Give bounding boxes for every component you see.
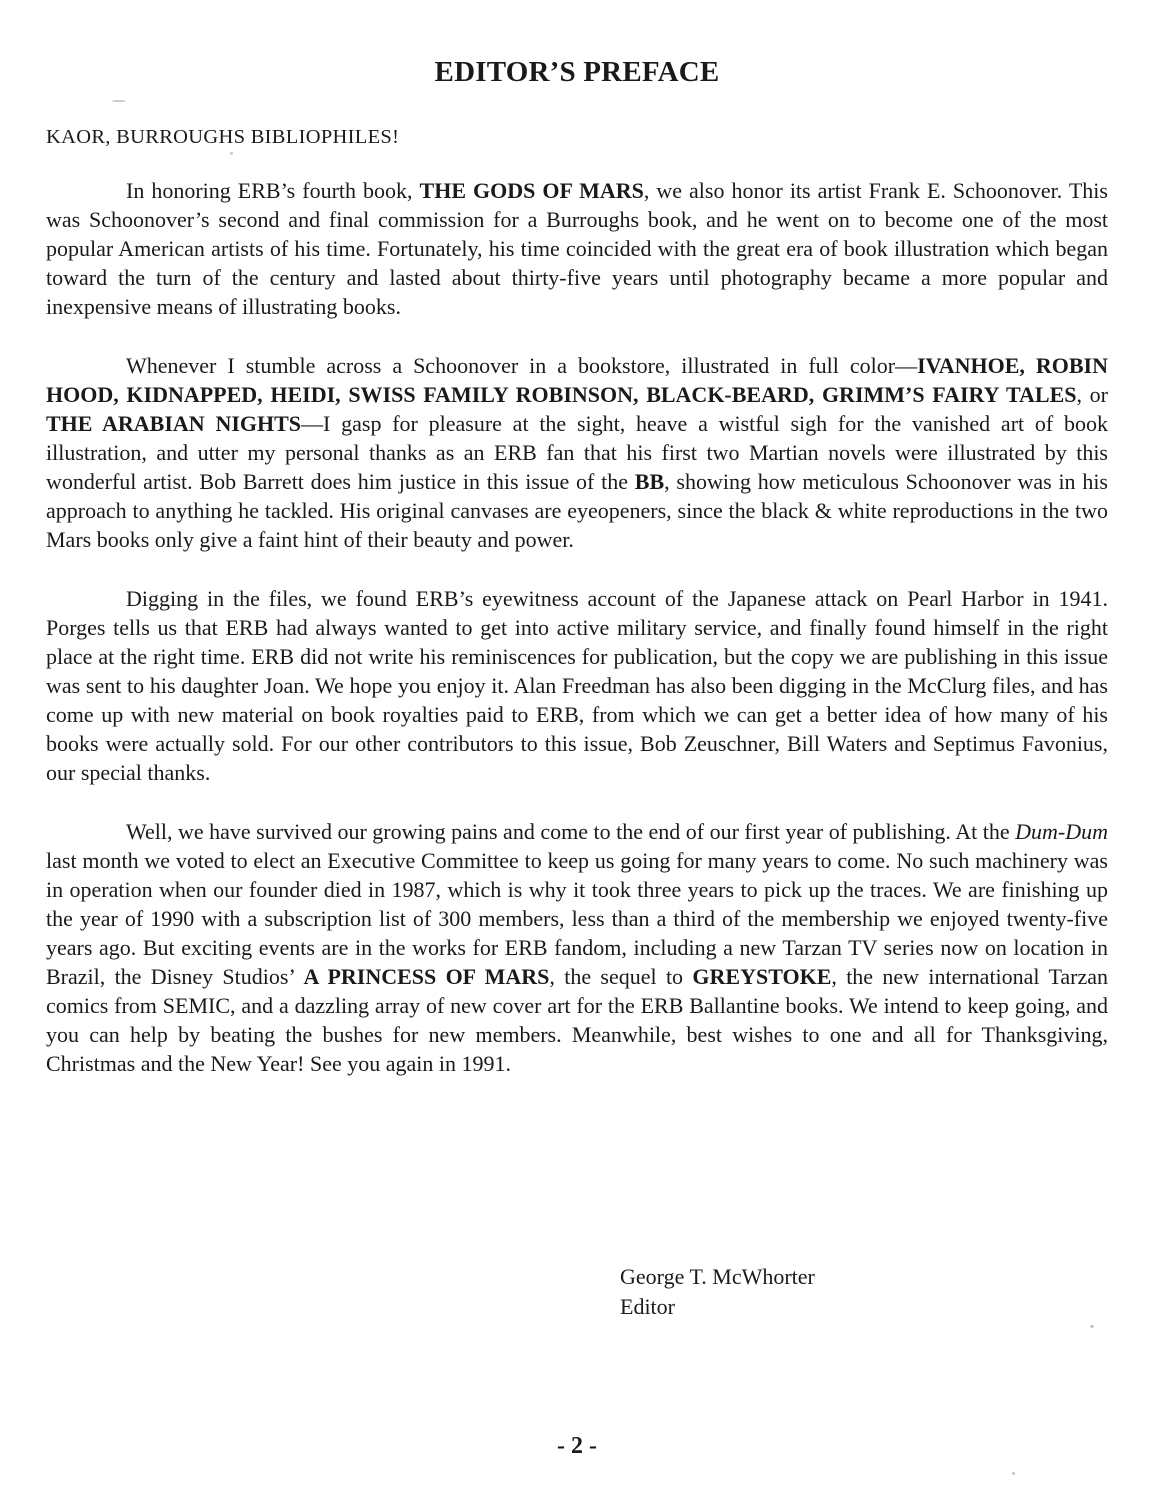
book-title: A PRINCESS OF MARS [303, 964, 550, 989]
scan-speck [112, 100, 126, 102]
book-title: GREYSTOKE [692, 964, 832, 989]
signature-name: George T. McWhorter [620, 1264, 815, 1289]
event-name: Dum-Dum [1015, 819, 1108, 844]
text-run: Well, we have survived our growing pains and come to the end of our first year of publishing. At the [126, 819, 1016, 844]
scan-speck [230, 152, 233, 155]
paragraph-1 [46, 176, 1108, 321]
text-run: , the new international Tarzan comics from SEMIC, and a dazzling array of new cover art for the ERB Ballantine books. We intend to keep going, and you can help by beating the bushes for new members. Meanwhile, best wishes to one and all for Thanksgiving, Christmas and the New Year! See you again in 1991. [46, 964, 1108, 1076]
page-title: EDITOR’S PREFACE [434, 56, 720, 88]
text-run: —I gasp for pleasure at the sight, heave a wistful sigh for the vanished art of book illustration, and utter my personal thanks as an ERB fan that his first two Martian novels were illustrated by this wonderful artist. Bob Barrett does him justice in this issue of the [46, 411, 1108, 494]
paragraph-4 [46, 817, 1108, 1078]
text-run: , the sequel to [549, 964, 693, 989]
paragraph-3 [46, 584, 1108, 787]
text-run: , showing how meticulous Schoonover was in his approach to anything he tackled. His original canvases are eyeopeners, since the black & white reproductions in the two Mars books only give a faint hint of their beauty and power. [46, 469, 1108, 552]
salutation: KAOR, BURROUGHS BIBLIOPHILES! [46, 126, 400, 148]
page-number: - 2 - [557, 1433, 597, 1459]
text-run: , we also honor its artist Frank E. Schoonover. This was Schoonover’s second and final commission for a Burroughs book, and he went on to become one of the most popular American artists of his time. Fortunately, his time coincided with the great era of book illustration which began toward the turn of the century and lasted about thirty-five years until photography became a more popular and inexpensive means of illustrating books. [46, 178, 1108, 319]
scan-speck [1090, 1325, 1094, 1328]
signature-block [620, 1262, 815, 1322]
scan-speck [1012, 1472, 1015, 1475]
body-text [46, 176, 1108, 1108]
text-run: Whenever I stumble across a Schoonover in a bookstore, illustrated in full color— [126, 353, 918, 378]
book-title: THE GODS OF MARS [419, 178, 644, 203]
text-run: Digging in the files, we found ERB’s eyewitness account of the Japanese attack on Pearl Harbor in 1941. Porges tells us that ERB had always wanted to get into active military service, and finally found himself in the right place at the right time. ERB did not write his reminiscences for publication, but the copy we are publishing in this issue was sent to his daughter Joan. We hope you enjoy it. Alan Freedman has also been digging in the McClurg files, and has come up with new material on book royalties paid to ERB, from which we can get a better idea of how many of his books were actually sold. For our other contributors to this issue, Bob Zeuschner, Bill Waters and Septimus Favonius, our special thanks. [46, 586, 1108, 785]
paragraph-2 [46, 351, 1108, 554]
text-run: In honoring ERB’s fourth book, [126, 178, 420, 203]
text-run: last month we voted to elect an Executive Committee to keep us going for many years to come. No such machinery was in operation when our founder died in 1987, which is why it took three years to pick up the traces. We are finishing up the year of 1990 with a subscription list of 300 members, less than a third of the membership we enjoyed twenty-five years ago. But exciting events are in the works for ERB fandom, including a new Tarzan TV series now on location in Brazil, the Disney Studios’ [46, 848, 1108, 989]
book-titles: IVANHOE, ROBIN HOOD, KIDNAPPED, HEIDI, SWISS FAMILY ROBINSON, BLACK-BEARD, GRIMM’S FAIRY TALES [46, 353, 1108, 407]
book-title: THE ARABIAN NIGHTS [46, 411, 302, 436]
signature-role: Editor [620, 1294, 675, 1319]
text-run: , or [1076, 382, 1108, 407]
document-page [46, 0, 1108, 1485]
publication-name: BB [634, 469, 665, 494]
